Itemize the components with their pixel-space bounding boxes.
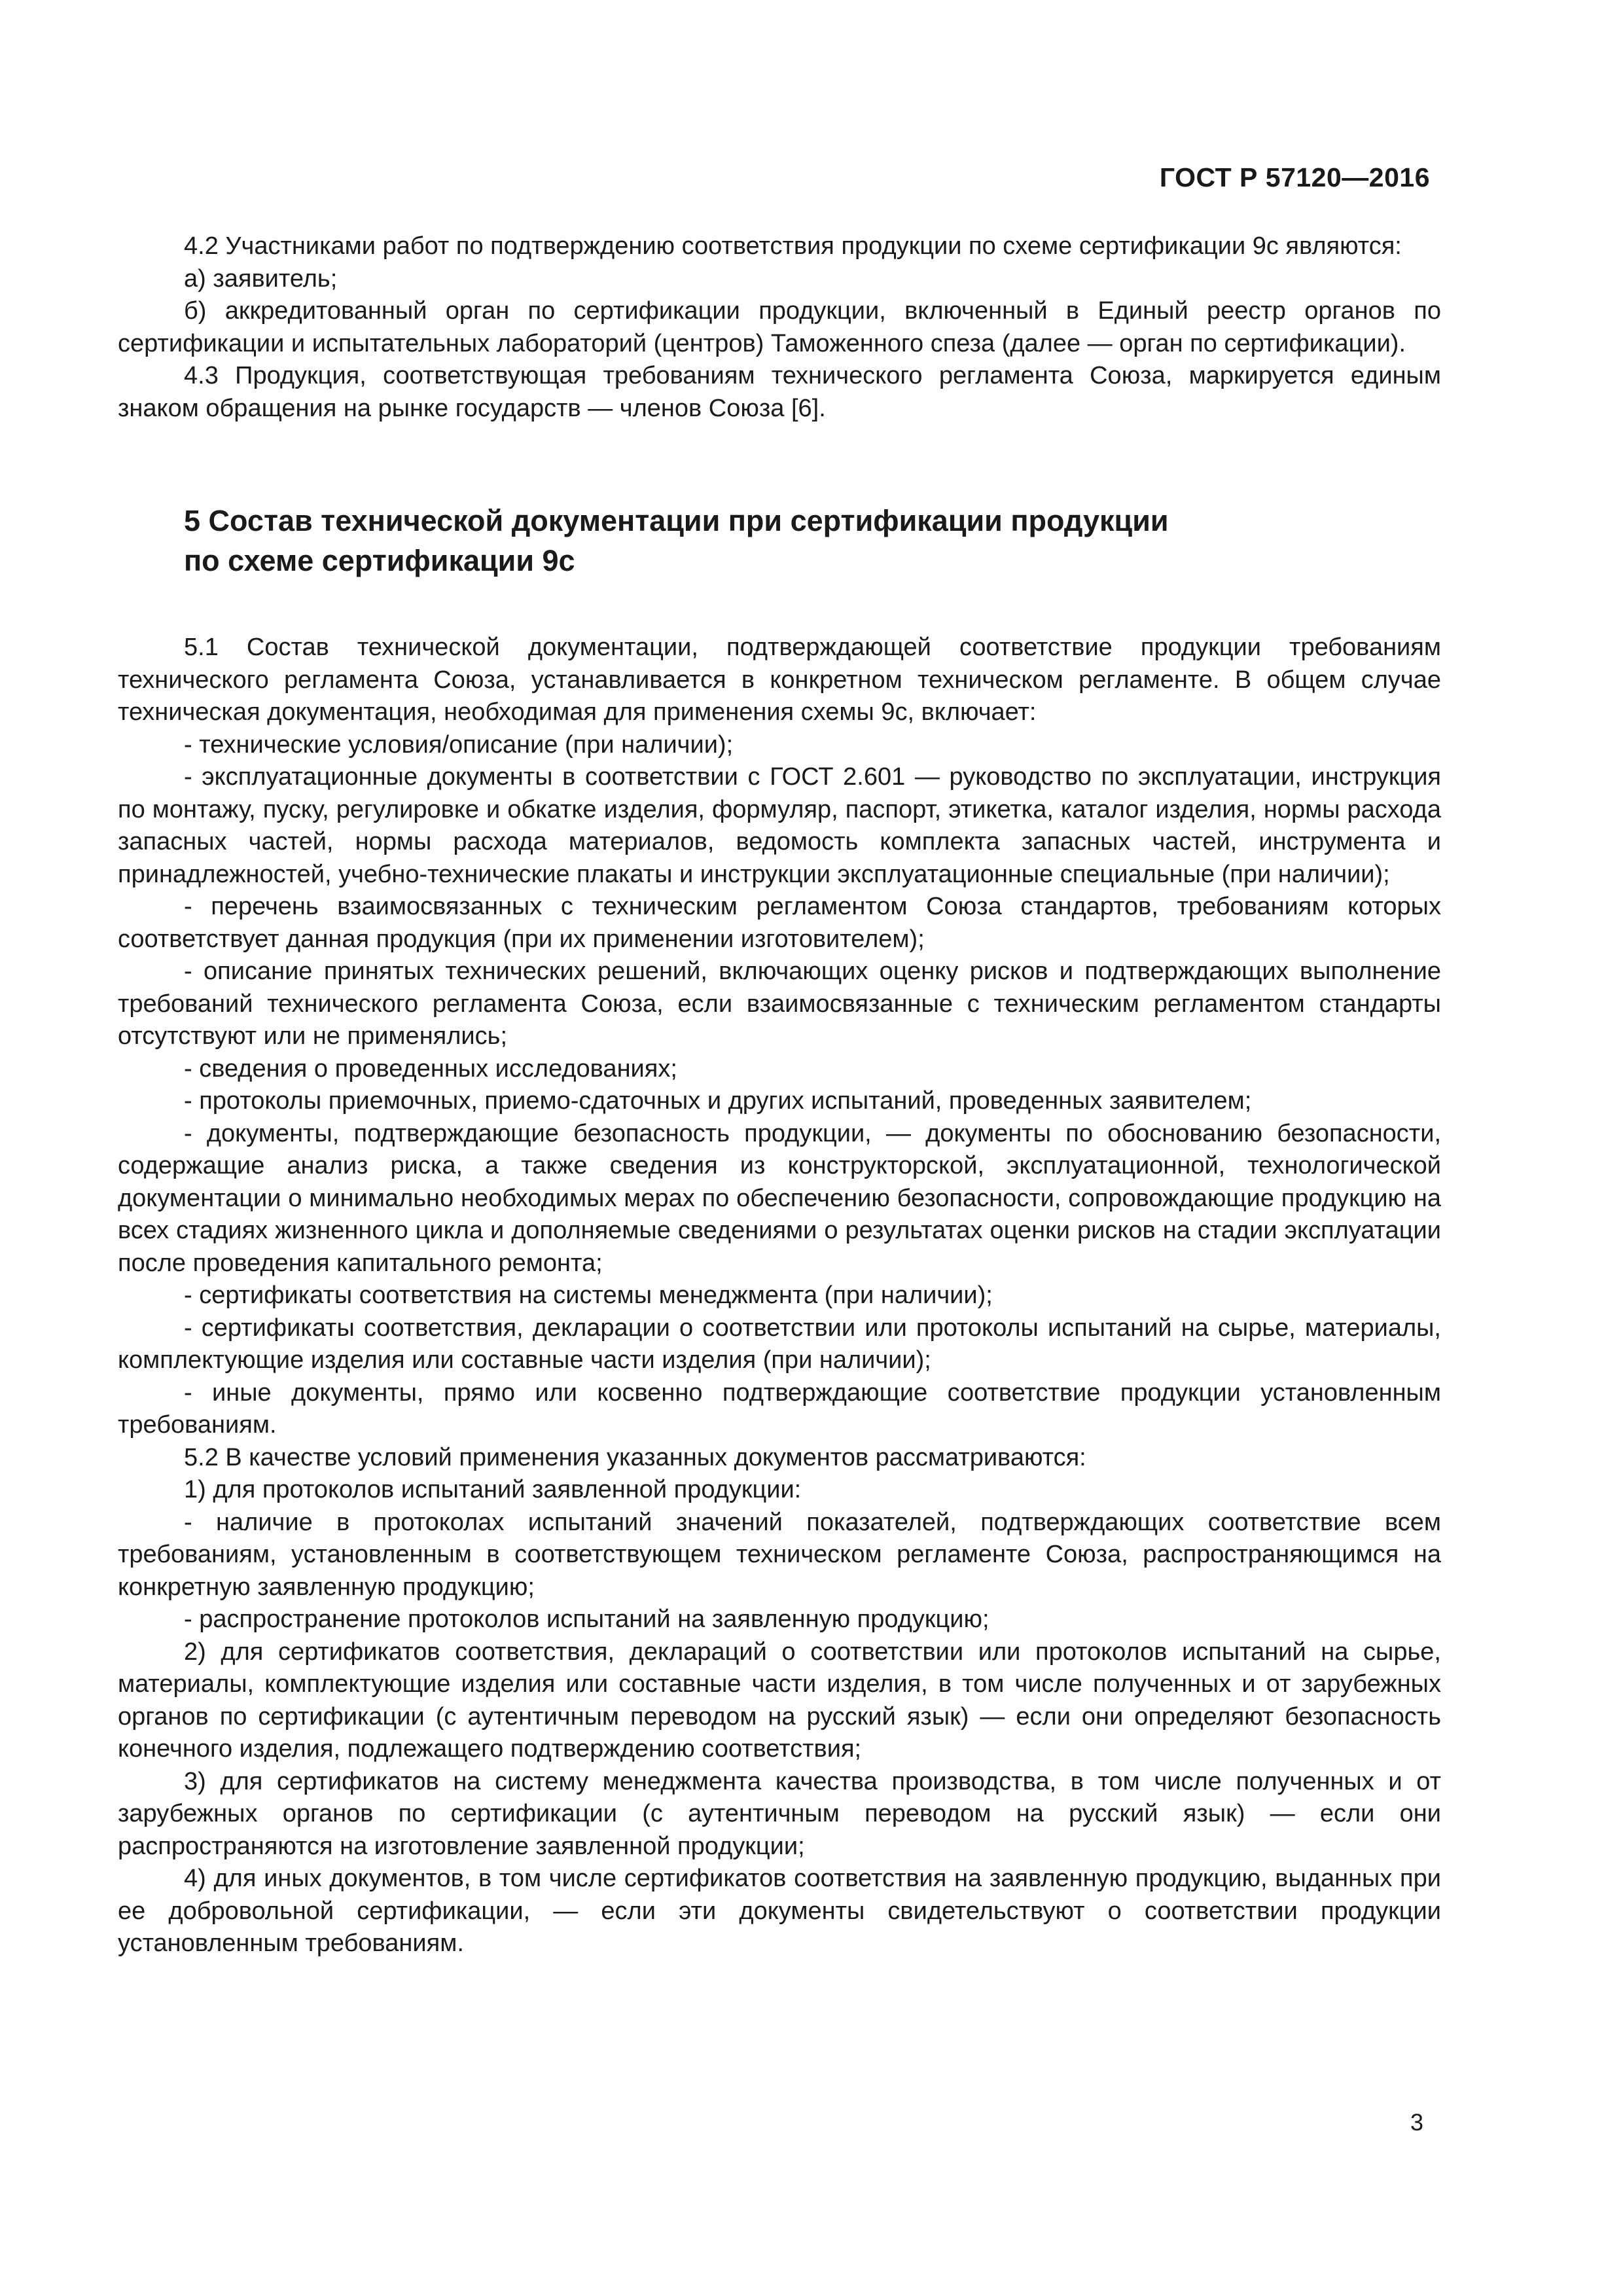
list-item: - эксплуатационные документы в соответствии с ГОСТ 2.601 — руководство по эксплуатации, инструкция по монтажу, пуску, регулировке и обкатке изделия, формуляр, паспорт, этикетка, каталог изделия, нормы расхода запасных частей, нормы расхода материалов, ведомость комплекта запасных частей, инструмента и принадлежностей, учебно-технические плакаты и инструкции эксплуатационные специальные (при наличии);: [118, 763, 1441, 888]
document-body: [118, 230, 1441, 1960]
list-item: б) аккредитованный орган по сертификации продукции, включенный в Единый реестр органов по сертификации и испытательных лабораторий (центров) Таможенного спеза (далее — орган по сертификации).: [118, 297, 1441, 357]
list-item: - перечень взаимосвязанных с техническим регламентом Союза стандартов, требованиям которых соответствует данная продукция (при их применении изготовителем);: [118, 893, 1441, 953]
page-number: 3: [1410, 2109, 1423, 2136]
paragraph: 5.1 Состав технической документации, подтверждающей соответствие продукции требованиям технического регламента Союза, устанавливается в конкретном техническом регламенте. В общем случае техническая документация, необходимая для применения схемы 9с, включает:: [118, 634, 1441, 726]
list-item: 4) для иных документов, в том числе сертификатов соответствия на заявленную продукцию, выданных при ее добровольной сертификации, — если эти документы свидетельствуют о соответствии продукции установленным требованиям.: [118, 1865, 1441, 1957]
paragraph: 4.3 Продукция, соответствующая требованиям технического регламента Союза, маркируется единым знаком обращения на рынке государств — членов Союза [6].: [118, 362, 1441, 422]
list-item: - сертификаты соответствия на системы менеджмента (при наличии);: [184, 1282, 993, 1309]
list-item: - технические условия/описание (при наличии);: [184, 730, 734, 759]
list-item: - протоколы приемочных, приемо-сдаточных и других испытаний, проведенных заявителем;: [184, 1087, 1252, 1115]
paragraph: 4.2 Участниками работ по подтверждению соответствия продукции по схеме сертификации 9с являются:: [184, 232, 1402, 260]
list-item: - наличие в протоколах испытаний значений показателей, подтверждающих соответствие всем требованиям, установленным в соответствующем техническом регламенте Союза, распространяющимся на конкретную заявленную продукцию;: [118, 1508, 1441, 1601]
list-item: 2) для сертификатов соответствия, деклараций о соответствии или протоколов испытаний на сырье, материалы, комплектующие изделия или составные части изделия, в том числе полученных и от зарубежных органов по сертификации (с аутентичным переводом на русский язык) — если они определяют безопасность конечного изделия, подлежащего подтверждению соответствия;: [118, 1638, 1441, 1763]
list-item: а) заявитель;: [184, 264, 338, 293]
section-5-heading-line-1: 5 Состав технической документации при сертификации продукции: [184, 504, 1169, 537]
section-5-heading: [118, 501, 1296, 581]
list-item: - иные документы, прямо или косвенно подтверждающие соответствие продукции установленным требованиям.: [118, 1378, 1441, 1439]
paragraph: 5.2 В качестве условий применения указанных документов рассматриваются:: [184, 1443, 1086, 1471]
list-item: - распространение протоколов испытаний на заявленную продукцию;: [184, 1605, 990, 1633]
list-item: - описание принятых технических решений, включающих оценку рисков и подтверждающих выполнение требований технического регламента Союза, если взаимосвязанные с техническим регламентом стандарты отсутствуют или не применялись;: [118, 958, 1441, 1050]
document-code-header: ГОСТ Р 57120—2016: [1159, 162, 1430, 192]
list-item: - сертификаты соответствия, декларации о соответствии или протоколы испытаний на сырье, материалы, комплектующие изделия или составные части изделия (при наличии);: [118, 1314, 1441, 1374]
section-5-heading-line-2: по схеме сертификации 9с: [184, 544, 575, 577]
section-4-continuation: [118, 230, 1441, 425]
list-item: 1) для протоколов испытаний заявленной продукции:: [184, 1476, 802, 1503]
list-item: - документы, подтверждающие безопасность продукции, — документы по обоснованию безопасности, содержащие анализ риска, а также сведения из конструкторской, эксплуатационной, технологической документации о минимально необходимых мерах по обеспечению безопасности, сопровождающие продукцию на всех стадиях жизненного цикла и дополняемые сведениями о результатах оценки рисков на стадии эксплуатации после проведения капитального ремонта;: [118, 1119, 1441, 1277]
list-item: 3) для сертификатов на систему менеджмента качества производства, в том числе полученных и от зарубежных органов по сертификации (с аутентичным переводом на русский язык) — если они распространяются на изготовление заявленной продукции;: [118, 1767, 1441, 1860]
list-item: - сведения о проведенных исследованиях;: [184, 1054, 677, 1083]
section-5-content: [118, 632, 1441, 1960]
